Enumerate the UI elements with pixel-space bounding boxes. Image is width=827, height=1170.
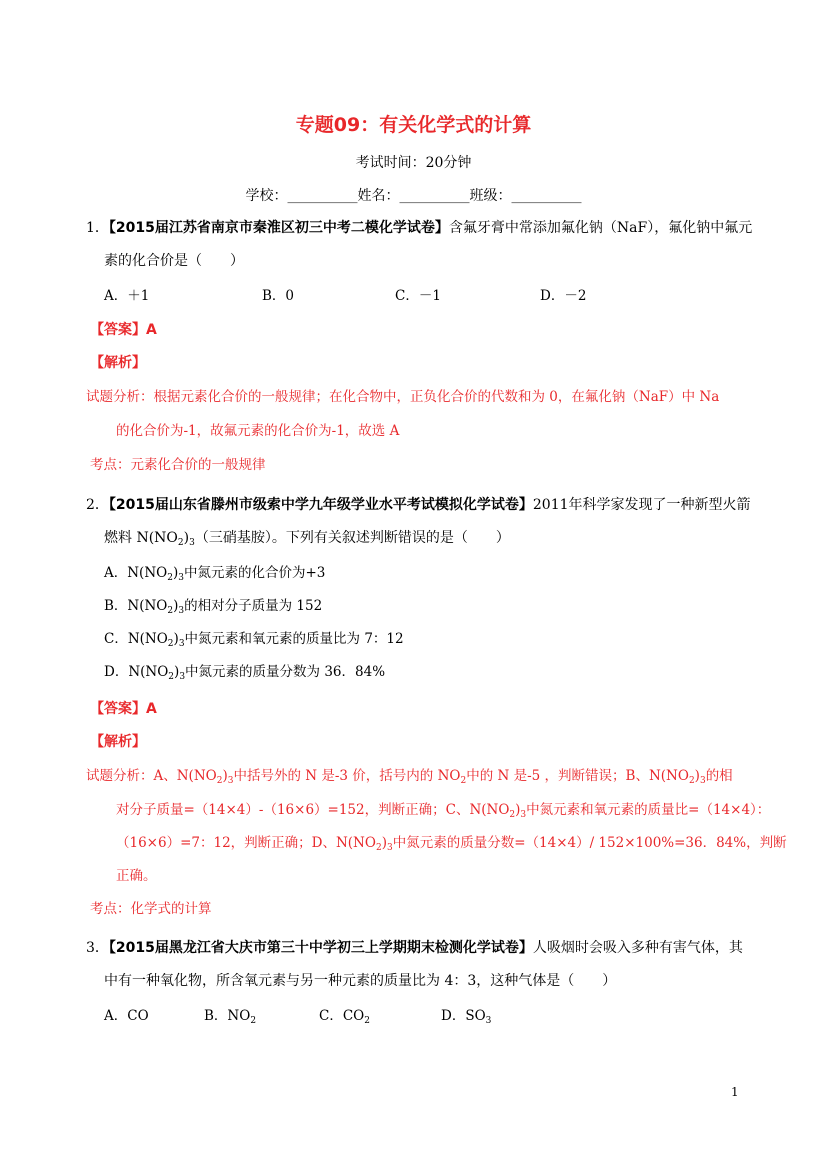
subscript: 2 (364, 1016, 370, 1026)
question-1-line2: 素的化合价是（ ） (104, 253, 244, 269)
subscript: 3 (189, 538, 195, 548)
option-text: 中氮元素和氧元素的质量比为 7：12 (184, 631, 404, 647)
option-text: 中氮元素的质量分数为 36．84% (185, 664, 386, 680)
option-text: D．N(NO (104, 664, 169, 680)
question-number: 1． (86, 220, 109, 236)
q3-option-a: A．CO (104, 1008, 149, 1024)
analysis-text: 中的 N 是-5 ，判断错误；B、N(NO (466, 768, 689, 784)
analysis-text: 中氮元素和氧元素的质量比=（14×4）： (526, 802, 771, 818)
option-text: ) (172, 565, 179, 581)
student-info-line: 学校：__________姓名：__________班级：__________ (245, 188, 582, 204)
q1-option-c: C．－1 (395, 288, 441, 304)
question-source: 【2015届山东省滕州市级索中学九年级学业水平考试模拟化学试卷】 (108, 497, 533, 513)
question-1 (86, 217, 752, 237)
subscript: 2 (509, 810, 516, 820)
q1-option-a: A．＋1 (104, 288, 150, 304)
q1-option-d: D．－2 (540, 288, 587, 304)
q1-point: 考点：元素化合价的一般规律 (90, 457, 266, 473)
question-3-line2: 中有一种氧化物，所含氧元素与另一种元素的质量比为 4：3，这种气体是（ ） (104, 973, 617, 989)
question-source: 【2015届黑龙江省大庆市第三十中学初三上学期期末检测化学试卷】 (108, 940, 533, 956)
subscript: 3 (178, 606, 185, 616)
analysis-text: 中氮元素的质量分数=（14×4）/ 152×100%=36．84%，判断 (392, 835, 787, 851)
page-title: 专题09：有关化学式的计算 (295, 114, 532, 136)
analysis-text: ) (515, 802, 521, 818)
question-text: 人吸烟时会吸入多种有害气体，其 (532, 940, 743, 956)
q1-answer: 【答案】A (90, 322, 157, 338)
formula-text: 燃料 N(NO (104, 530, 178, 546)
subscript: 2 (460, 776, 467, 786)
subscript: 3 (178, 573, 184, 583)
q1-option-b: B．0 (262, 288, 295, 304)
question-text: （三硝基胺）。下列有关叙述判断错误的是（ ） (194, 530, 510, 546)
question-text: 2011年科学家发现了一种新型火箭 (532, 497, 751, 513)
option-text: C．N(NO (104, 631, 168, 647)
question-3 (86, 937, 743, 957)
analysis-text: 试题分析：A、N(NO (86, 768, 217, 784)
q2-answer: 【答案】A (90, 701, 157, 717)
analysis-text: （16×6）=7：12，判断正确；D、N(NO (116, 835, 376, 851)
subscript: 2 (167, 639, 174, 649)
subscript: 2 (168, 672, 175, 682)
subscript: 2 (250, 1016, 257, 1026)
q2-analysis-line3 (116, 831, 787, 853)
subscript: 2 (177, 538, 184, 548)
q1-analysis-line2: 的化合价为-1，故氟元素的化合价为-1，故选 A (116, 423, 400, 439)
question-2 (86, 494, 751, 514)
q2-option-c (104, 627, 404, 649)
exam-time: 考试时间：20分钟 (355, 155, 472, 171)
option-text: ) (173, 598, 179, 614)
question-source: 【2015届江苏省南京市秦淮区初三中考二模化学试卷】 (108, 220, 449, 236)
analysis-text: 的相 (705, 768, 733, 784)
question-number: 2． (86, 497, 109, 513)
option-text: B．NO (204, 1008, 251, 1024)
subscript: 3 (227, 776, 234, 786)
option-text: D．SO (441, 1008, 486, 1024)
analysis-text: ) (381, 835, 387, 851)
subscript: 3 (520, 810, 527, 820)
option-text: 的相对分子质量为 152 (184, 598, 323, 614)
analysis-text: ) (222, 768, 228, 784)
subscript: 2 (167, 573, 173, 583)
q1-analysis-label: 【解析】 (90, 355, 146, 371)
question-text: 含氟牙膏中常添加氟化钠（NaF），氟化钠中氟元 (448, 220, 753, 236)
q2-analysis-line4: 正确。 (116, 868, 157, 884)
option-text: B．N(NO (104, 598, 168, 614)
q1-analysis-line1: 试题分析：根据元素化合价的一般规律；在化合物中，正负化合价的代数和为 0，在氟化钠（NaF）中 Na (86, 389, 720, 405)
formula-text: ) (183, 530, 190, 546)
option-text: C．CO (319, 1008, 365, 1024)
analysis-text: ) (694, 768, 700, 784)
subscript: 3 (178, 639, 185, 649)
q2-point: 考点：化学式的计算 (90, 901, 212, 917)
q2-analysis-label: 【解析】 (90, 734, 146, 750)
subscript: 2 (688, 776, 695, 786)
q3-option-d (441, 1004, 491, 1026)
q2-option-d (104, 660, 385, 682)
analysis-text: 对分子质量=（14×4）-（16×6）=152，判断正确；C、N(NO (116, 802, 510, 818)
subscript: 3 (485, 1016, 492, 1026)
subscript: 2 (375, 843, 382, 853)
q2-option-a (104, 561, 325, 583)
q3-option-c (319, 1004, 370, 1026)
option-text: 中氮元素的化合价为+3 (183, 565, 326, 581)
question-2-line2 (104, 527, 510, 548)
q2-analysis-line2 (116, 798, 770, 820)
q2-option-b (104, 594, 322, 616)
analysis-text: 中括号外的 N 是-3 价，括号内的 NO (233, 768, 461, 784)
question-number: 3． (86, 940, 109, 956)
subscript: 3 (699, 776, 706, 786)
option-text: ) (173, 631, 179, 647)
q2-analysis-line1 (86, 764, 733, 786)
subscript: 2 (216, 776, 223, 786)
page-number: 1 (731, 1085, 739, 1099)
subscript: 3 (179, 672, 186, 682)
q3-option-b (204, 1004, 256, 1026)
subscript: 3 (386, 843, 393, 853)
subscript: 2 (167, 606, 174, 616)
option-text: ) (174, 664, 180, 680)
option-text: A．N(NO (104, 565, 168, 581)
